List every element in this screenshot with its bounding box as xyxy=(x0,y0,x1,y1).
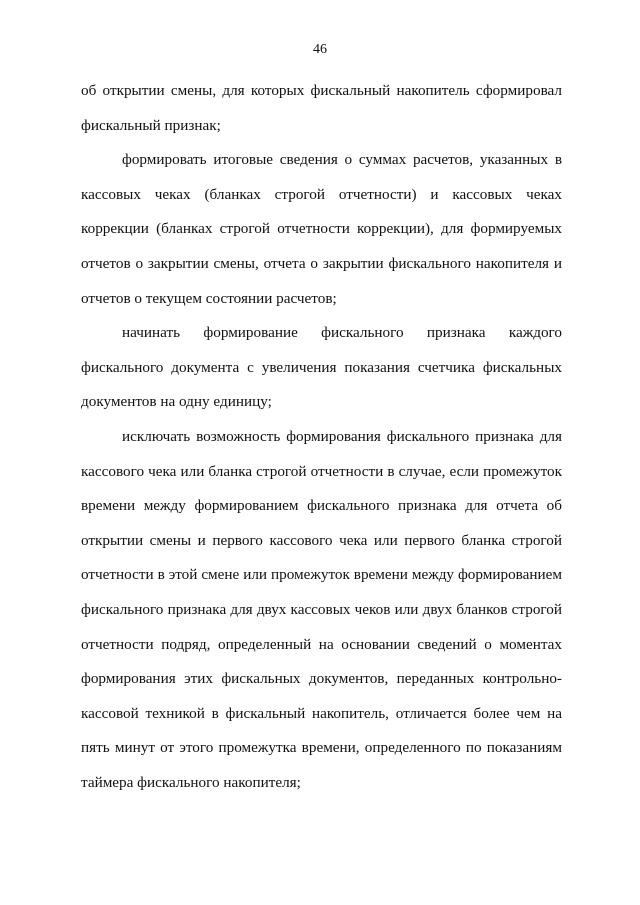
body-text xyxy=(81,74,562,800)
paragraph-counter-increment: начинать формирование фискального признака каждого фискального документа с увеличения показания счетчика фискальных документов на одну единицу; xyxy=(81,324,562,411)
page-number: 46 xyxy=(313,42,327,57)
paragraph-time-check: исключать возможность формирования фискального признака для кассового чека или бланка строгой отчетности в случае, если промежуток времени между формированием фискального признака для отчета об открытии смены и первого кассового чека или первого бланка строгой отчетности в этой смене или промежуток времени между формированием фискального признака для двух кассовых чеков или двух бланков строгой отчетности подряд, определенный на основании сведений о моментах формирования этих фискальных документов, переданных контрольно-кассовой техникой в фискальный накопитель, отличается более чем на пять минут от этого промежутка времени, определенного по показаниям таймера фискального накопителя; xyxy=(81,427,562,791)
paragraph-summary-info: формировать итоговые сведения о суммах расчетов, указанных в кассовых чеках (бланках строгой отчетности) и кассовых чеках коррекции (бланках строгой отчетности коррекции), для формируемых отчетов о закрытии смены, отчета о закрытии фискального накопителя и отчетов о текущем состоянии расчетов; xyxy=(81,151,562,307)
paragraph-continuation: об открытии смены, для которых фискальный накопитель сформировал фискальный признак; xyxy=(81,82,562,134)
